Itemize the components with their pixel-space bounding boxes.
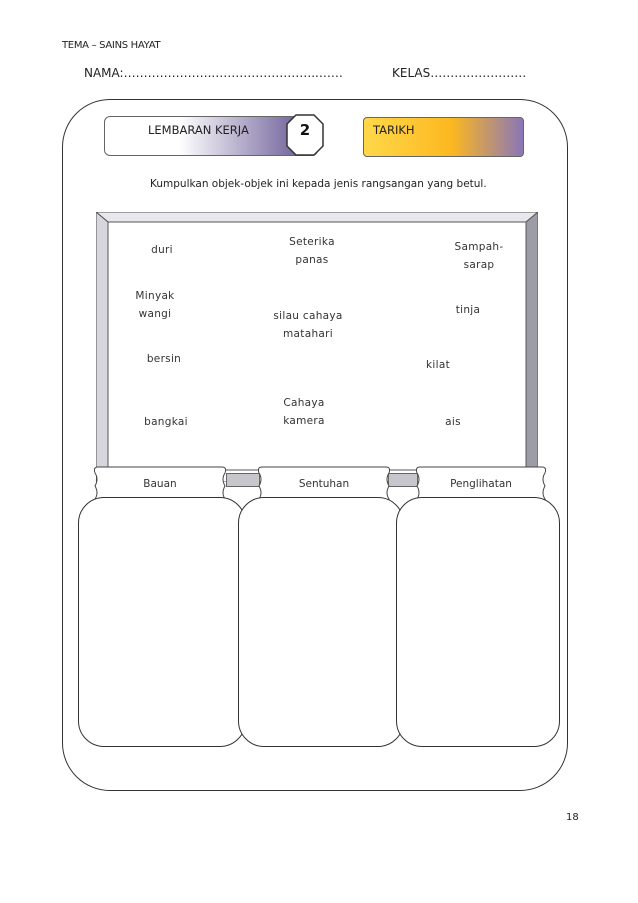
object-tinja: tinja: [455, 304, 481, 316]
category-label-sentuhan: Sentuhan: [298, 478, 350, 490]
page-number: 18: [566, 812, 579, 823]
connector-bar-left: [226, 473, 260, 487]
category-label-bauan: Bauan: [143, 478, 177, 490]
worksheet-number: 2: [299, 121, 311, 139]
class-field[interactable]: KELAS……………………: [392, 66, 527, 80]
object-kilat: kilat: [426, 359, 450, 371]
theme-header: TEMA – SAINS HAYAT: [62, 40, 161, 51]
jar-penglihatan[interactable]: [396, 497, 560, 747]
category-label-penglihatan: Penglihatan: [450, 478, 512, 490]
object-silau-cahaya-matahari: silau cahaya matahari: [273, 310, 343, 340]
object-bangkai: bangkai: [144, 416, 188, 428]
date-label: TARIKH: [373, 123, 415, 137]
object-minyak-wangi: Minyak wangi: [135, 290, 175, 320]
object-sampah-sarap: Sampah-sarap: [454, 241, 504, 271]
jar-bauan[interactable]: [78, 497, 246, 747]
object-ais: ais: [445, 416, 461, 428]
jar-sentuhan[interactable]: [238, 497, 404, 747]
name-field[interactable]: NAMA:…………………..……………………..……: [84, 66, 343, 80]
object-duri: duri: [151, 244, 173, 256]
object-cahaya-kamera: Cahaya kamera: [283, 397, 325, 427]
object-bersin: bersin: [146, 353, 182, 365]
worksheet-title: LEMBARAN KERJA: [148, 123, 249, 137]
instruction-text: Kumpulkan objek-objek ini kepada jenis rangsangan yang betul.: [150, 178, 487, 190]
object-seterika-panas: Seterika panas: [289, 236, 335, 266]
